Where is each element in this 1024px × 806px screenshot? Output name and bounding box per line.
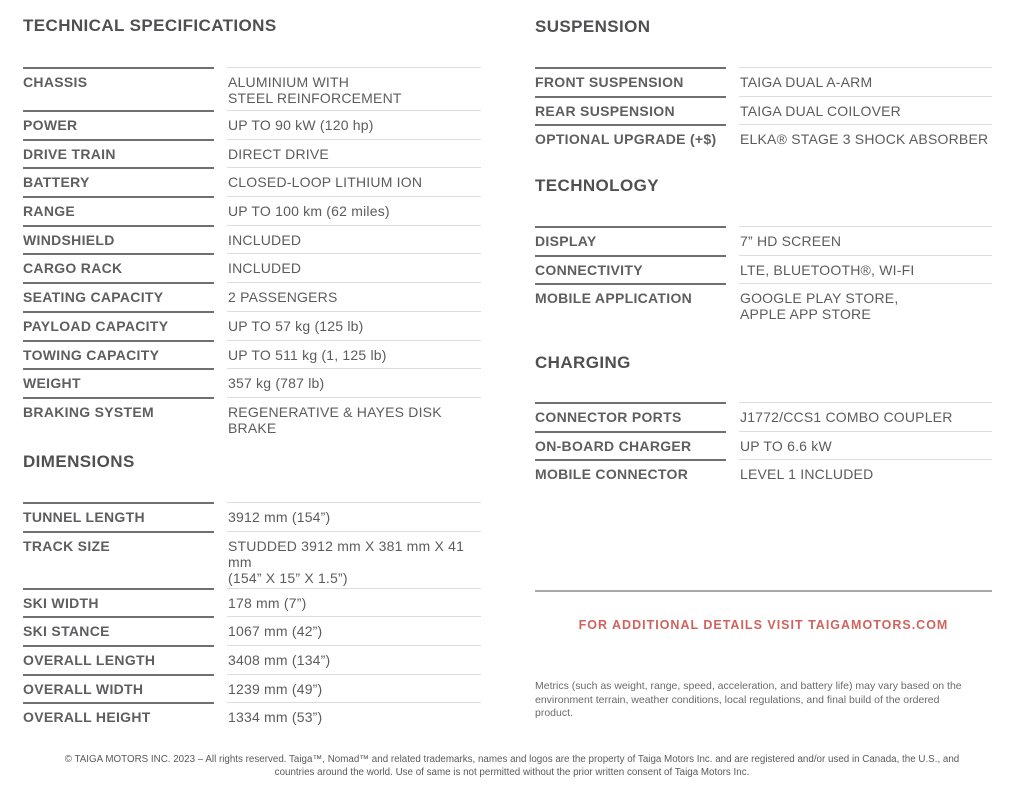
spec-row-mobile-connector [535,459,992,488]
spec-value: UP TO 100 km (62 miles) [227,196,481,225]
spec-value: LEVEL 1 INCLUDED [739,459,992,488]
spec-row-payload-capacity [23,311,481,340]
spec-label: WINDSHIELD [23,225,214,254]
technology-title: TECHNOLOGY [535,176,659,195]
spec-label: POWER [23,110,214,139]
spec-label: CONNECTOR PORTS [535,402,726,431]
spec-label: BATTERY [23,167,214,196]
spec-value: 1239 mm (49”) [227,674,481,703]
spec-row-optional-upgrade [535,124,992,153]
spec-row-ski-stance [23,616,481,645]
spec-label: MOBILE CONNECTOR [535,459,726,488]
spec-row-front-suspension [535,67,992,96]
spec-value: 3912 mm (154”) [227,502,481,531]
spec-value: 3408 mm (134”) [227,645,481,674]
spec-label: SKI WIDTH [23,588,214,617]
technology-table [535,226,992,326]
spec-row-braking-system [23,397,481,436]
spec-value: INCLUDED [227,225,481,254]
spec-value: 7” HD SCREEN [739,226,992,255]
spec-label: TUNNEL LENGTH [23,502,214,531]
spec-value: REGENERATIVE & HAYES DISK BRAKE [227,397,481,426]
spec-value: INCLUDED [227,253,481,282]
spec-label: BRAKING SYSTEM [23,397,214,426]
spec-label: CARGO RACK [23,253,214,282]
spec-label: PAYLOAD CAPACITY [23,311,214,340]
spec-label: DRIVE TRAIN [23,139,214,168]
spec-label: WEIGHT [23,368,214,397]
spec-row-towing-capacity [23,340,481,369]
spec-label: SKI STANCE [23,616,214,645]
spec-row-track-size [23,531,481,588]
spec-value: ALUMINIUM WITH STEEL REINFORCEMENT [227,67,481,110]
spec-row-range [23,196,481,225]
spec-label: RANGE [23,196,214,225]
website-link[interactable]: FOR ADDITIONAL DETAILS VISIT TAIGAMOTORS.COM [578,618,949,632]
spec-row-overall-length [23,645,481,674]
technical-specifications-title: TECHNICAL SPECIFICATIONS [23,16,277,35]
spec-row-ski-width [23,588,481,617]
suspension-title: SUSPENSION [535,17,651,36]
spec-label: OPTIONAL UPGRADE (+$) [535,124,726,153]
section-divider [535,590,992,592]
spec-value: UP TO 511 kg (1, 125 lb) [227,340,481,369]
spec-label: TOWING CAPACITY [23,340,214,369]
spec-row-power [23,110,481,139]
technical-specifications-table [23,67,481,436]
spec-value: DIRECT DRIVE [227,139,481,168]
spec-value: 1067 mm (42”) [227,616,481,645]
spec-row-mobile-application [535,283,992,326]
spec-value: STUDDED 3912 mm X 381 mm X 41 mm (154” X 15” X 1.5”) [227,531,481,588]
spec-value: J1772/CCS1 COMBO COUPLER [739,402,992,431]
spec-label: TRACK SIZE [23,531,214,588]
dimensions-table [23,502,481,731]
spec-row-weight [23,368,481,397]
spec-value: GOOGLE PLAY STORE, APPLE APP STORE [739,283,992,326]
spec-row-drive-train [23,139,481,168]
spec-row-cargo-rack [23,253,481,282]
spec-row-on-board-charger [535,431,992,460]
spec-label: CHASSIS [23,67,214,110]
spec-value: TAIGA DUAL COILOVER [739,96,992,125]
spec-row-overall-width [23,674,481,703]
dimensions-title: DIMENSIONS [23,452,135,471]
spec-row-display [535,226,992,255]
copyright-footer: © TAIGA MOTORS INC. 2023 – All rights reserved. Taiga™, Nomad™ and related trademarks, names and logos are the property of Taiga Motors Inc. and are registered and/or used in Canada, the U.S., and countries around the world. Use of same is not permitted without the prior written consent of Taiga Motors Inc. [64,754,960,778]
spec-label: REAR SUSPENSION [535,96,726,125]
spec-label: DISPLAY [535,226,726,255]
suspension-table [535,67,992,153]
spec-value: UP TO 90 kW (120 hp) [227,110,481,139]
spec-value: CLOSED-LOOP LITHIUM ION [227,167,481,196]
spec-row-connector-ports [535,402,992,431]
spec-label: ON-BOARD CHARGER [535,431,726,460]
spec-value: 2 PASSENGERS [227,282,481,311]
spec-label: OVERALL WIDTH [23,674,214,703]
spec-value: LTE, BLUETOOTH®, WI-FI [739,255,992,284]
spec-row-chassis [23,67,481,110]
spec-value: ELKA® STAGE 3 SHOCK ABSORBER [739,124,992,153]
spec-value: 357 kg (787 lb) [227,368,481,397]
spec-value: UP TO 57 kg (125 lb) [227,311,481,340]
spec-value: UP TO 6.6 kW [739,431,992,460]
spec-label: SEATING CAPACITY [23,282,214,311]
spec-row-tunnel-length [23,502,481,531]
charging-table [535,402,992,488]
spec-value: 178 mm (7”) [227,588,481,617]
spec-label: CONNECTIVITY [535,255,726,284]
spec-row-seating-capacity [23,282,481,311]
spec-row-overall-height [23,702,481,731]
metrics-disclaimer: Metrics (such as weight, range, speed, acceleration, and battery life) may vary based on the environment terrain, weather conditions, local regulations, and final build of the ordered product. [535,680,962,719]
spec-row-battery [23,167,481,196]
spec-row-windshield [23,225,481,254]
charging-title: CHARGING [535,353,631,372]
spec-value: TAIGA DUAL A-ARM [739,67,992,96]
spec-row-rear-suspension [535,96,992,125]
spec-row-connectivity [535,255,992,284]
spec-label: OVERALL LENGTH [23,645,214,674]
spec-label: FRONT SUSPENSION [535,67,726,96]
spec-label: OVERALL HEIGHT [23,702,214,731]
spec-value: 1334 mm (53”) [227,702,481,731]
spec-label: MOBILE APPLICATION [535,283,726,326]
